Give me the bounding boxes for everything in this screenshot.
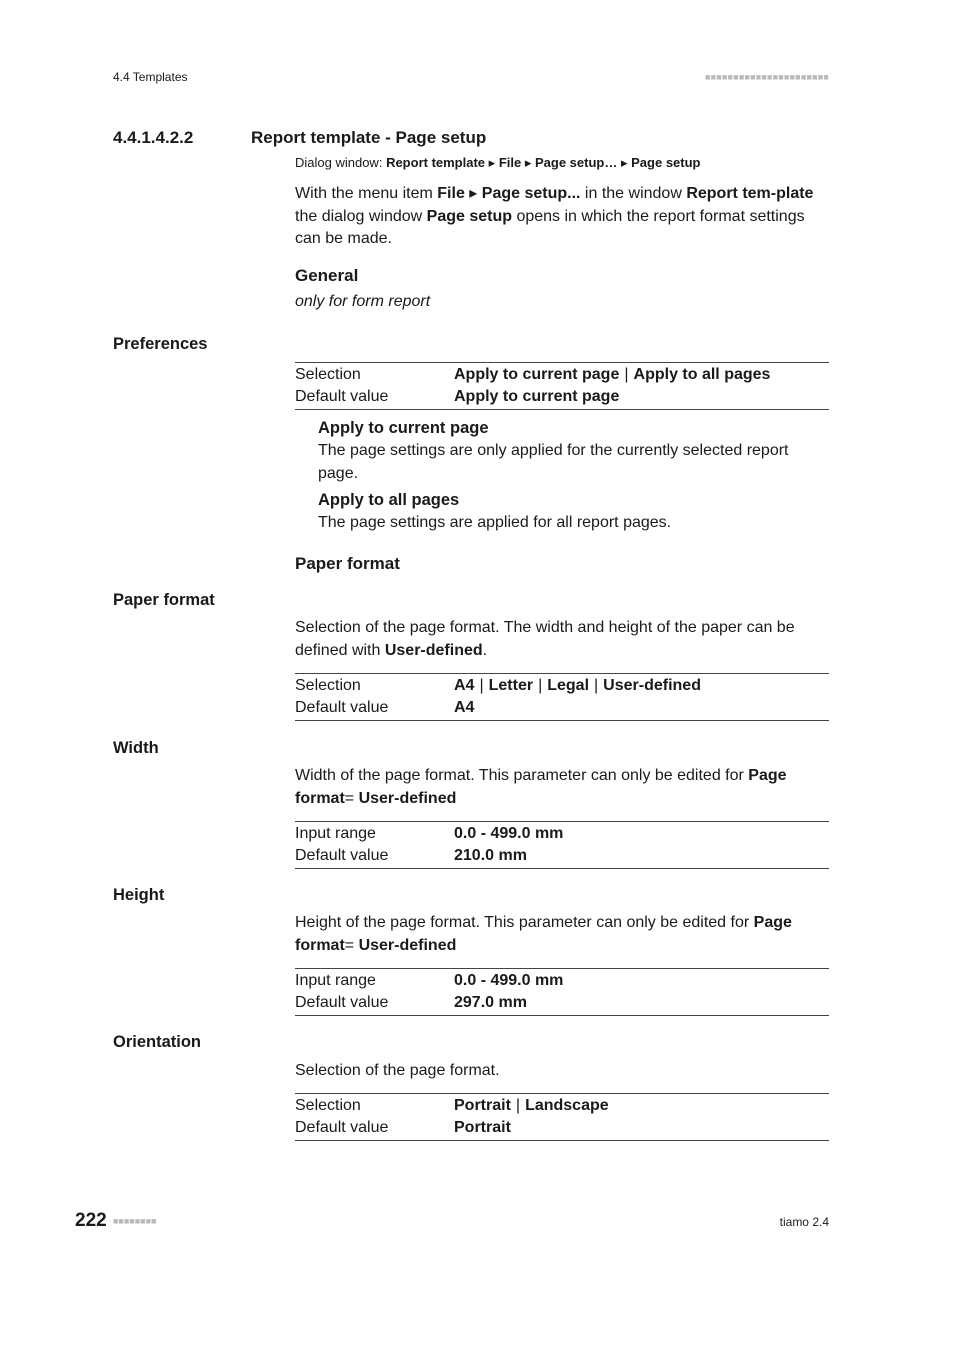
row-value: User-defined	[603, 677, 701, 694]
table-row	[295, 823, 829, 845]
row-value: 0.0 - 499.0 mm	[454, 972, 564, 989]
row-value: Apply to current page	[454, 388, 620, 405]
row-values: Apply to current page | Apply to all pages	[454, 366, 771, 383]
dialog-path-part: File	[498, 155, 522, 170]
option-desc: The page settings are applied for all report pages.	[318, 514, 672, 531]
product-name: tiamo 2.4	[779, 1215, 829, 1229]
row-key: Input range	[295, 825, 376, 842]
desc-text: .	[482, 641, 488, 659]
intro-text: opens in which the report format settings can be made.	[295, 207, 805, 248]
footer-decoration: ■■■■■■■■	[113, 1216, 157, 1226]
row-key: Default value	[295, 847, 389, 864]
desc-bold: Page format	[295, 767, 787, 807]
header-decoration: ■■■■■■■■■■■■■■■■■■■■■■	[705, 72, 829, 82]
row-value: 210.0 mm	[454, 847, 527, 864]
desc-text: Selection of the page format. The width and height of the paper can be defined with	[295, 619, 795, 659]
intro-text: the dialog window	[295, 207, 427, 225]
section-number: 4.4.1.4.2.2	[113, 128, 194, 147]
row-value: Landscape	[525, 1097, 609, 1114]
desc-text: Width of the page format. This parameter can only be edited for	[295, 767, 749, 784]
row-key: Default value	[295, 388, 389, 405]
window-name: Report tem-plate	[686, 185, 814, 202]
arrow-icon: ▸	[524, 155, 532, 170]
orientation-label: Orientation	[113, 1033, 202, 1051]
row-values: A4 | Letter | Legal | User-defined	[454, 677, 701, 694]
option-title: Apply to all pages	[318, 491, 460, 509]
desc-bold: User-defined	[384, 641, 483, 659]
table-row	[295, 1117, 829, 1139]
desc-text: =	[344, 789, 359, 807]
table-row	[295, 970, 829, 992]
general-heading: General	[295, 266, 359, 285]
row-key: Default value	[295, 1119, 389, 1136]
table-row	[295, 845, 829, 867]
width-desc	[295, 765, 829, 810]
intro-text: in the window	[580, 185, 687, 202]
dialog-path	[295, 155, 701, 171]
height-desc	[295, 912, 829, 957]
section-title: Report template - Page setup	[251, 128, 487, 147]
row-key: Input range	[295, 972, 376, 989]
row-key: Default value	[295, 994, 389, 1011]
page-number: 222	[75, 1210, 107, 1231]
desc-bold: User-defined	[358, 936, 457, 954]
general-note: only for form report	[295, 293, 431, 310]
preferences-label: Preferences	[113, 335, 208, 353]
row-value: Legal	[547, 677, 590, 694]
row-value: Apply to all pages	[633, 366, 771, 383]
table-row	[295, 1095, 829, 1117]
row-value: Portrait	[454, 1119, 511, 1136]
dialog-path-part: Page setup	[631, 155, 701, 170]
paper-format-heading: Paper format	[295, 554, 400, 573]
row-key: Default value	[295, 699, 389, 716]
row-key: Selection	[295, 1097, 361, 1114]
row-values: Portrait | Landscape	[454, 1097, 609, 1114]
row-key: Selection	[295, 366, 361, 383]
option-apply-all	[318, 489, 829, 534]
arrow-icon: ▸	[488, 155, 496, 170]
row-value: Portrait	[454, 1097, 511, 1114]
row-value: A4	[454, 677, 475, 694]
desc-bold: User-defined	[358, 789, 457, 807]
table-row	[295, 675, 829, 697]
intro-text: With the menu item	[295, 185, 438, 202]
orientation-desc: Selection of the page format.	[295, 1062, 500, 1079]
height-table	[295, 968, 829, 1016]
arrow-icon: ▸	[469, 185, 478, 202]
table-row	[295, 386, 829, 408]
row-value: 297.0 mm	[454, 994, 527, 1011]
desc-bold: Page format	[295, 914, 792, 954]
width-table	[295, 821, 829, 869]
menu-item: File	[437, 185, 465, 202]
table-row	[295, 697, 829, 719]
table-row	[295, 992, 829, 1014]
dialog-path-part: Report template	[386, 155, 486, 170]
row-value: A4	[454, 699, 475, 716]
intro-paragraph	[295, 183, 829, 251]
orientation-table	[295, 1093, 829, 1141]
running-header-section: 4.4 Templates	[113, 70, 188, 84]
row-value: Apply to current page	[454, 366, 620, 383]
paper-format-table	[295, 673, 829, 721]
dialog-path-prefix: Dialog window:	[295, 155, 383, 170]
dialog-path-part: Page setup…	[535, 155, 618, 170]
paper-format-desc	[295, 617, 829, 662]
preferences-table	[295, 362, 829, 410]
option-apply-current	[318, 417, 829, 485]
row-value: 0.0 - 499.0 mm	[454, 825, 564, 842]
paper-format-label: Paper format	[113, 591, 215, 609]
row-key: Selection	[295, 677, 361, 694]
menu-item: Page setup...	[481, 185, 581, 202]
table-row	[295, 364, 829, 386]
width-label: Width	[113, 739, 159, 757]
arrow-icon: ▸	[620, 155, 628, 170]
row-value: Letter	[488, 677, 534, 694]
desc-text: =	[344, 936, 359, 954]
desc-text: Height of the page format. This parameter can only be edited for	[295, 914, 754, 931]
option-desc: The page settings are only applied for the currently selected report page.	[318, 442, 789, 482]
dialog-name: Page setup	[426, 207, 512, 225]
height-label: Height	[113, 886, 165, 904]
option-title: Apply to current page	[318, 419, 489, 437]
